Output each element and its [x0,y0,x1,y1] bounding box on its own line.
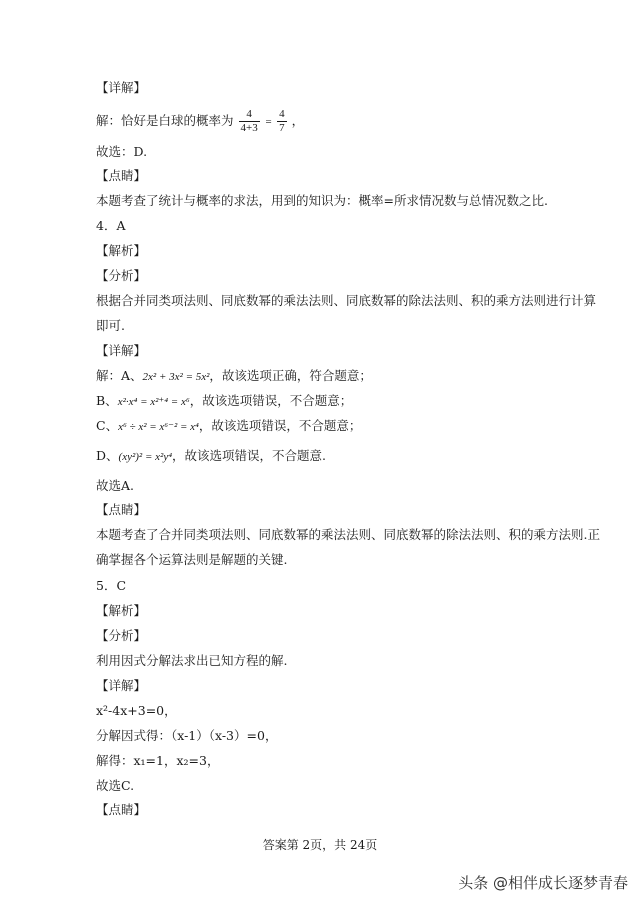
denominator: 4+3 [240,122,258,134]
paragraph: 确掌握各个运算法则是解题的关键. [96,552,288,567]
fraction [277,108,287,135]
answer-choice: 故选：D. [96,144,148,159]
watermark: 头条 @相伴成长逐梦青春 [458,874,628,892]
verdict: ，故该选项错误，不合题意. [172,448,327,463]
section-comment: 【点睛】 [96,502,147,517]
equation: 分解因式得：（x-1）（x-3）=0， [96,728,278,743]
verdict: ，故该选项错误，不合题意； [189,393,353,408]
answer-choice: 故选A. [96,478,135,493]
paragraph: 本题考查了统计与概率的求法，用到的知识为：概率=所求情况数与总情况数之比. [96,193,548,208]
section-detail: 【详解】 [96,80,147,95]
question-number: 4．A [96,218,126,233]
paragraph: 根据合并同类项法则、同底数幂的乘法法则、同底数幂的除法法则、积的乘方法则进行计算 [96,293,597,308]
text-prefix: 解：恰好是白球的概率为 [96,113,234,128]
paragraph: 即可. [96,318,125,333]
solution-line [96,393,352,410]
option-label: B、 [96,393,118,408]
text-suffix: ， [291,113,305,128]
fraction [239,108,260,135]
paragraph: 本题考查了合并同类项法则、同底数幂的乘法法则、同底数幂的除法法则、积的乘方法则.正 [96,527,600,542]
solution-line [96,418,361,435]
verdict: ，故该选项正确，符合题意； [209,368,372,383]
numerator: 4 [279,108,285,120]
solution-line [96,368,372,385]
formula: (xy²)² = x²y⁴ [118,451,173,463]
section-comment: 【点睛】 [96,168,147,183]
formula: 2x² + 3x² = 5x² [142,371,210,383]
solution-line [96,448,326,465]
verdict: ，故该选项错误，不合题意； [198,418,362,433]
section-analysis: 【解析】 [96,243,147,258]
formula: x²·x⁴ = x²⁺⁴ = x⁶ [117,396,190,408]
paragraph: 利用因式分解法求出已知方程的解. [96,653,288,668]
page-footer: 答案第 2页，共 24页 [262,838,378,852]
question-number: 5．C [96,578,127,593]
answer-line [96,108,304,135]
equation: x²-4x+3=0， [96,703,177,718]
section-detail: 【详解】 [96,343,147,358]
option-label: 解：A、 [96,368,143,383]
equation: 解得：x₁=1，x₂=3， [96,753,220,768]
option-label: D、 [96,448,119,463]
section-comment: 【点睛】 [96,802,147,817]
section-detail: 【详解】 [96,678,147,693]
denominator: 7 [279,122,285,134]
section-analyze: 【分析】 [96,268,147,283]
section-analyze: 【分析】 [96,628,147,643]
option-label: C、 [96,418,119,433]
equals: = [264,116,273,128]
numerator: 4 [239,108,260,122]
formula: x⁶ ÷ x² = x⁶⁻² = x⁴ [118,421,199,433]
answer-choice: 故选C. [96,778,135,793]
section-analysis: 【解析】 [96,603,147,618]
